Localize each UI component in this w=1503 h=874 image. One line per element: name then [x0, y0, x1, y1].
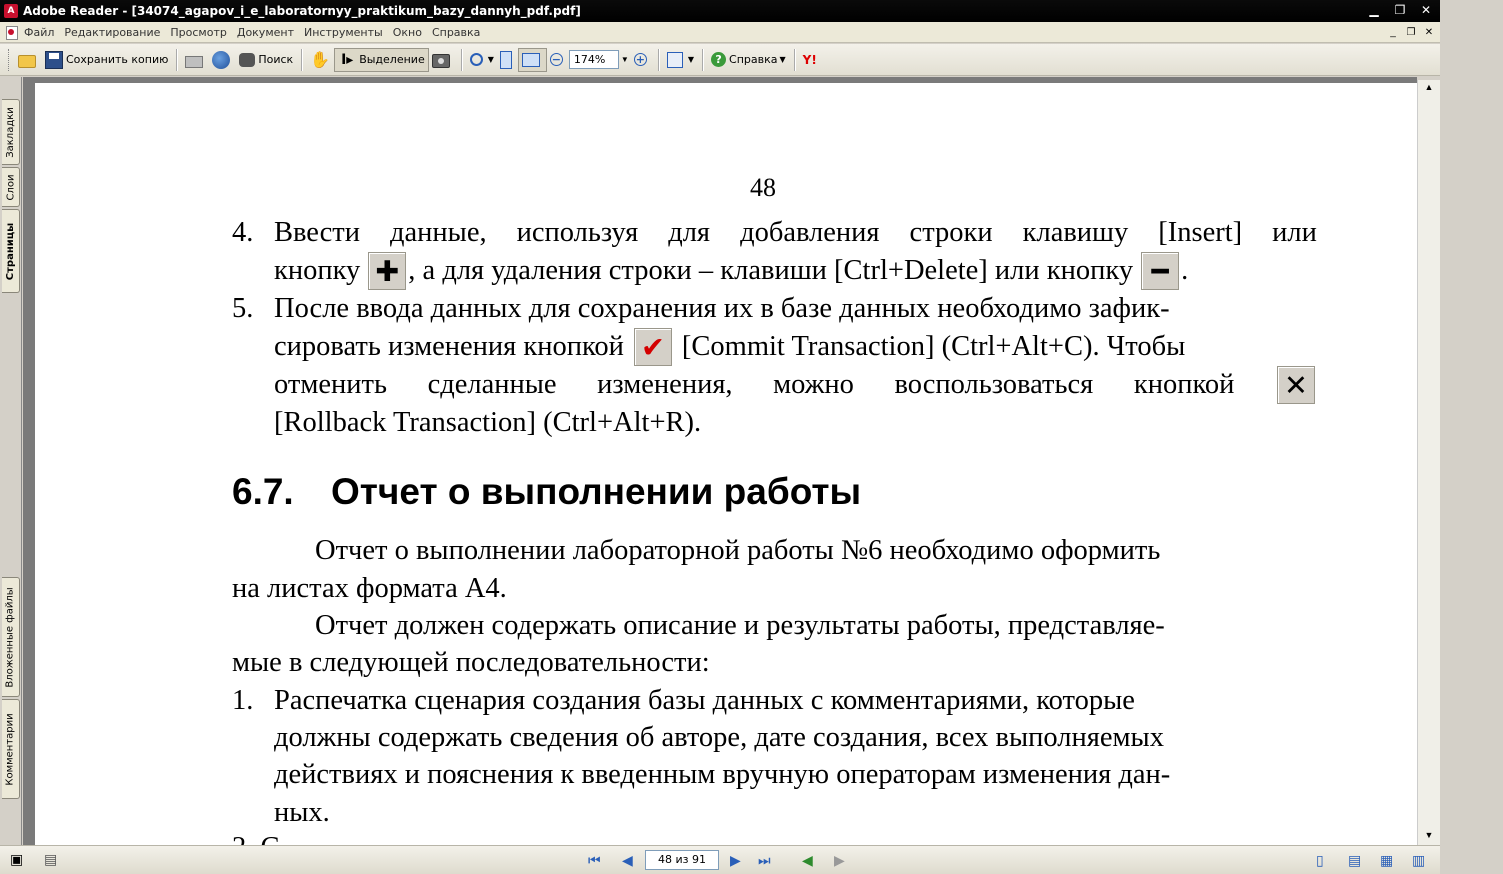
next-page-icon[interactable]: ▶	[730, 852, 741, 868]
chevron-down-icon: ▼	[487, 55, 494, 64]
text-line: сировать изменения кнопкой ✔ [Commit Transaction] (Ctrl+Alt+C). Чтобы	[274, 331, 1317, 369]
rotate-button[interactable]	[664, 48, 697, 72]
tab-pages[interactable]: Страницы	[2, 209, 20, 293]
tab-bookmarks[interactable]: Закладки	[2, 99, 20, 165]
printer-icon	[185, 56, 203, 68]
search-button[interactable]	[236, 48, 296, 72]
minus-icon: ━	[1141, 252, 1179, 290]
page-options-icon[interactable]: ▤	[44, 851, 58, 867]
go-back-icon[interactable]: ◀	[802, 852, 813, 868]
section-number: 6.7.	[232, 471, 294, 512]
maximize-button[interactable]: ❐	[1394, 3, 1406, 17]
text-line: Распечатка сценария создания базы данных с комментариями, которые	[274, 685, 1135, 716]
plus-icon: ✚	[368, 252, 406, 290]
menu-help[interactable]: Справка	[431, 25, 481, 39]
text-line: После ввода данных для сохранения их в базе данных необходимо зафик-	[274, 293, 1170, 324]
list-number: 5.	[232, 293, 254, 324]
zoom-in-icon	[470, 53, 483, 66]
menu-document[interactable]: Документ	[236, 25, 294, 39]
print-button[interactable]	[182, 48, 209, 72]
toolbar-grip[interactable]	[8, 49, 11, 71]
text-cursor-icon: I▸	[341, 51, 354, 68]
tab-comments[interactable]: Комментарии	[2, 699, 20, 799]
menu-window[interactable]: Окно	[392, 25, 422, 39]
binoculars-icon	[239, 53, 255, 67]
zoom-input[interactable]: 174%	[569, 50, 619, 69]
help-button[interactable]	[708, 48, 789, 72]
text-line: должны содержать сведения об авторе, дате создания, всех выполняемых	[274, 722, 1164, 753]
previous-page-icon[interactable]: ◀	[622, 852, 633, 868]
continuous-page-icon[interactable]: ▤	[1348, 852, 1362, 868]
adobe-reader-icon: A	[4, 4, 18, 18]
zoom-out-icon: −	[551, 53, 561, 66]
first-page-icon[interactable]: ⏮	[588, 852, 601, 868]
doc-close-button[interactable]: ✕	[1424, 26, 1434, 38]
vertical-scrollbar[interactable]	[1417, 80, 1440, 846]
nav-pane-toggle-icon[interactable]: ▣	[10, 851, 24, 867]
menu-edit[interactable]: Редактирование	[64, 25, 161, 39]
text-line: [Rollback Transaction] (Ctrl+Alt+R).	[274, 407, 702, 438]
zoom-in-icon: +	[635, 53, 645, 66]
chevron-down-icon: ▼	[779, 55, 786, 64]
go-forward-icon[interactable]: ▶	[834, 852, 845, 868]
navigation-pane	[0, 77, 22, 845]
email-button[interactable]	[209, 48, 236, 72]
menu-file[interactable]: Файл	[24, 25, 55, 39]
fit-width-icon	[522, 53, 540, 67]
select-label: Выделение	[359, 53, 425, 66]
save-copy-label: Сохранить копию	[66, 53, 169, 66]
help-label: Справка	[729, 53, 778, 66]
yahoo-icon: Y!	[802, 52, 817, 67]
last-page-icon[interactable]: ⏭	[758, 852, 771, 868]
continuous-facing-icon[interactable]: ▥	[1412, 852, 1426, 868]
zoom-dropdown[interactable]: ▼	[620, 55, 629, 64]
text-line: Отчет о выполнении лабораторной работы №6 необходимо оформить	[315, 535, 1161, 566]
page-number: 48	[750, 173, 776, 202]
list-number: 4.	[232, 217, 254, 248]
tab-layers[interactable]: Слои	[2, 167, 20, 207]
text-line: Ввести данные, используя для добавления строки клавишу [Insert] или	[274, 217, 1317, 248]
save-icon	[45, 51, 63, 69]
fit-page-button[interactable]	[497, 48, 518, 72]
text-line: Отчет должен содержать описание и результаты работы, представляе-	[315, 610, 1165, 641]
toolbar	[0, 44, 1440, 76]
menu-bar	[0, 22, 1440, 43]
text-line: отменить сделанные изменения, можно воспользоваться кнопкой ✕	[274, 369, 1317, 407]
zoom-tool-button[interactable]	[467, 48, 497, 72]
page-number-field[interactable]: 48 из 91	[645, 850, 719, 870]
select-tool-button[interactable]	[334, 48, 429, 72]
facing-page-icon[interactable]: ▦	[1380, 852, 1394, 868]
text-line: кнопку ✚ , а для удаления строки – клавиши [Ctrl+Delete] или кнопку ━ .	[274, 255, 1317, 293]
open-button[interactable]	[15, 48, 42, 72]
document-view[interactable]	[23, 77, 1417, 845]
single-page-icon[interactable]: ▯	[1316, 852, 1324, 868]
rotate-icon	[667, 52, 683, 68]
menu-view[interactable]: Просмотр	[170, 25, 227, 39]
snapshot-button[interactable]	[429, 48, 456, 72]
search-label: Поиск	[258, 53, 294, 66]
text-line: действиях и пояснения к введенным вручную операторам изменения дан-	[274, 759, 1171, 790]
camera-icon	[432, 54, 450, 68]
checkmark-icon: ✔	[634, 328, 672, 366]
email-icon	[212, 51, 230, 69]
section-heading: Отчет о выполнении работы	[331, 471, 862, 512]
window-title: Adobe Reader - [34074_agapov_i_e_laboratornyy_praktikum_bazy_dannyh_pdf.pdf]	[23, 4, 581, 18]
yahoo-button[interactable]	[800, 48, 839, 72]
menu-tools[interactable]: Инструменты	[304, 25, 383, 39]
text-line: на листах формата А4.	[232, 573, 507, 604]
title-bar	[0, 0, 1440, 22]
scroll-down-icon[interactable]: ▼	[1424, 830, 1434, 840]
cross-icon: ✕	[1277, 366, 1315, 404]
fit-page-icon	[500, 51, 512, 69]
hand-tool-button[interactable]	[307, 48, 334, 72]
save-copy-button[interactable]	[42, 48, 171, 72]
minimize-button[interactable]: ▁	[1369, 3, 1379, 17]
hand-icon: ✋	[310, 49, 331, 69]
doc-restore-button[interactable]: ❐	[1406, 26, 1416, 38]
fit-width-button[interactable]	[518, 48, 547, 72]
zoom-in-button[interactable]	[631, 48, 653, 72]
help-icon: ?	[711, 52, 726, 67]
tab-attachments[interactable]: Вложенные файлы	[2, 577, 20, 697]
text-line: мые в следующей последовательности:	[232, 647, 710, 678]
zoom-out-button[interactable]	[547, 48, 569, 72]
list-number: 1.	[232, 685, 254, 716]
close-button[interactable]: ✕	[1420, 3, 1432, 17]
chevron-down-icon: ▼	[687, 55, 695, 64]
status-bar	[0, 845, 1440, 874]
folder-icon	[18, 55, 36, 68]
text-line: ных.	[274, 797, 330, 828]
scroll-up-icon[interactable]: ▲	[1424, 82, 1434, 92]
doc-minimize-button[interactable]: _	[1390, 26, 1396, 38]
document-icon[interactable]	[4, 25, 18, 39]
